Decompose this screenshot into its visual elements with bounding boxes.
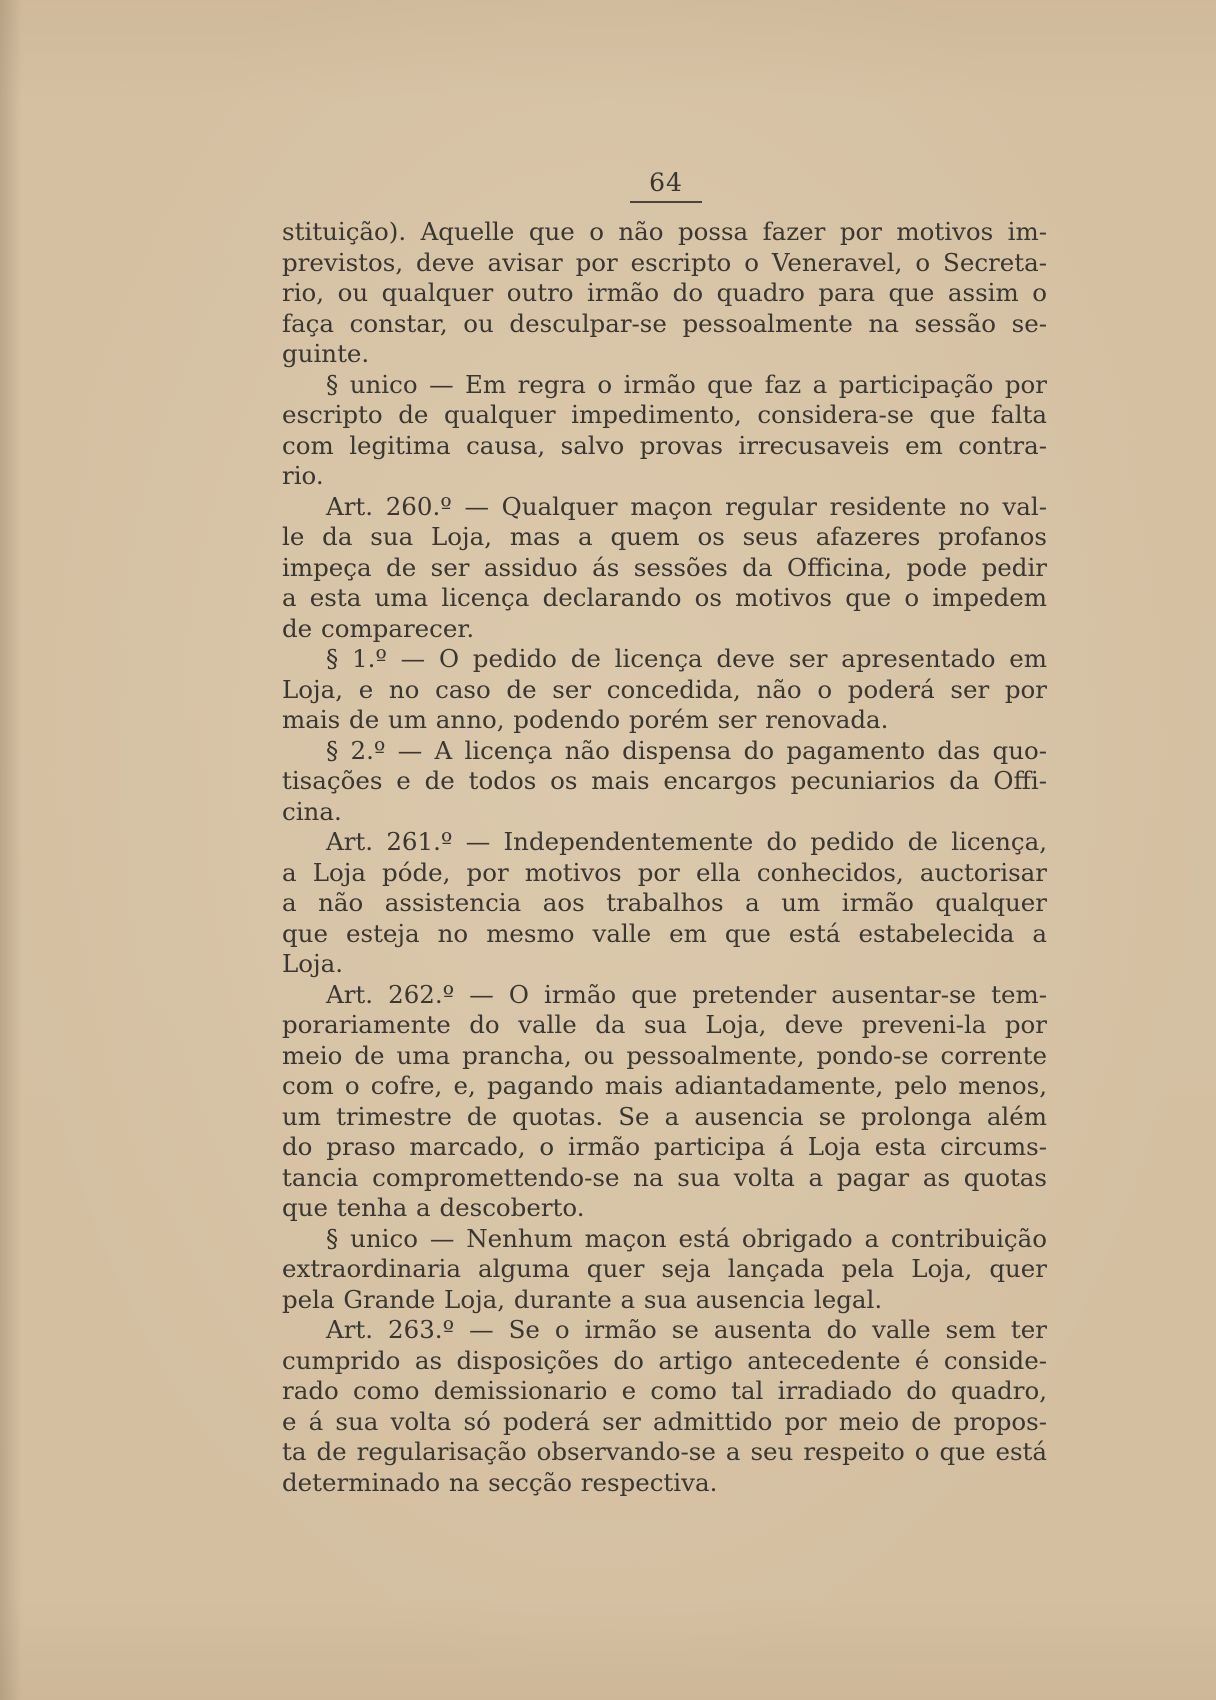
text-line: previstos, deve avisar por escripto o Veneravel, o Secreta-: [282, 247, 1047, 277]
text-line: faça constar, ou desculpar-se pessoalmente na sessão se-: [282, 308, 1047, 338]
text-line: que esteja no mesmo valle em que está estabelecida a: [282, 918, 1047, 948]
text-line: Art. 262.º — O irmão que pretender ausentar-se tem-: [326, 979, 1047, 1009]
text-line: rado como demissionario e como tal irradiado do quadro,: [282, 1376, 1047, 1405]
body-text: [282, 217, 1047, 1498]
text-line: a não assistencia aos trabalhos a um irmão qualquer: [282, 888, 1047, 917]
text-line: § unico — Em regra o irmão que faz a participação por: [326, 369, 1047, 399]
text-line: § 2.º — A licença não dispensa do pagamento das quo-: [326, 735, 1047, 765]
text-line: § unico — Nenhum maçon está obrigado a contribuição: [326, 1223, 1047, 1253]
page-number: 64: [649, 168, 683, 197]
text-line: rio.: [282, 461, 324, 490]
text-line: com legitima causa, salvo provas irrecusaveis em contra-: [282, 430, 1047, 460]
text-line: do praso marcado, o irmão participa á Loja esta circums-: [282, 1132, 1047, 1161]
text-line: porariamente do valle da sua Loja, deve preveni-la por: [282, 1010, 1047, 1039]
text-line: tisações e de todos os mais encargos pecuniarios da Offi-: [282, 766, 1047, 795]
text-line: a esta uma licença declarando os motivos que o impedem: [282, 583, 1047, 612]
text-line: tancia compromettendo-se na sua volta a pagar as quotas: [282, 1162, 1047, 1192]
text-line: a Loja póde, por motivos por ella conhecidos, auctorisar: [282, 857, 1047, 887]
text-line: impeça de ser assiduo ás sessões da Officina, pode pedir: [282, 552, 1047, 582]
text-line: cumprido as disposições do artigo antecedente é conside-: [282, 1345, 1047, 1375]
text-line: guinte.: [282, 339, 370, 368]
text-line: mais de um anno, podendo porém ser renovada.: [282, 705, 889, 734]
text-line: extraordinaria alguma quer seja lançada pela Loja, quer: [282, 1254, 1047, 1283]
page-number-rule: [630, 201, 702, 203]
text-line: de comparecer.: [282, 613, 475, 643]
text-line: que tenha a descoberto.: [282, 1193, 585, 1222]
text-line: e á sua volta só poderá ser admittido por meio de propos-: [282, 1406, 1047, 1436]
text-line: § 1.º — O pedido de licença deve ser apresentado em: [326, 644, 1047, 673]
page-binding-edge: [0, 0, 22, 1700]
text-line: um trimestre de quotas. Se a ausencia se prolonga além: [282, 1101, 1047, 1131]
text-line: com o cofre, e, pagando mais adiantadamente, pelo menos,: [282, 1071, 1047, 1100]
text-line: stituição). Aquelle que o não possa fazer por motivos im-: [282, 217, 1047, 246]
text-line: pela Grande Loja, durante a sua ausencia legal.: [282, 1284, 883, 1314]
text-line: Loja, e no caso de ser concedida, não o poderá ser por: [282, 674, 1047, 704]
text-line: cina.: [282, 796, 342, 826]
text-line: determinado na secção respectiva.: [282, 1467, 718, 1497]
text-line: Art. 260.º — Qualquer maçon regular residente no val-: [326, 491, 1047, 521]
text-line: ta de regularisação observando-se a seu respeito o que está: [282, 1437, 1047, 1466]
text-line: le da sua Loja, mas a quem os seus afazeres profanos: [282, 522, 1047, 551]
text-line: Loja.: [282, 949, 344, 978]
text-line: escripto de qualquer impedimento, considera-se que falta: [282, 400, 1047, 429]
text-line: Art. 261.º — Independentemente do pedido de licença,: [326, 827, 1047, 856]
text-line: Art. 263.º — Se o irmão se ausenta do valle sem ter: [326, 1315, 1047, 1344]
text-line: meio de uma prancha, ou pessoalmente, pondo-se corrente: [282, 1040, 1047, 1070]
text-line: rio, ou qualquer outro irmão do quadro para que assim o: [282, 278, 1047, 307]
